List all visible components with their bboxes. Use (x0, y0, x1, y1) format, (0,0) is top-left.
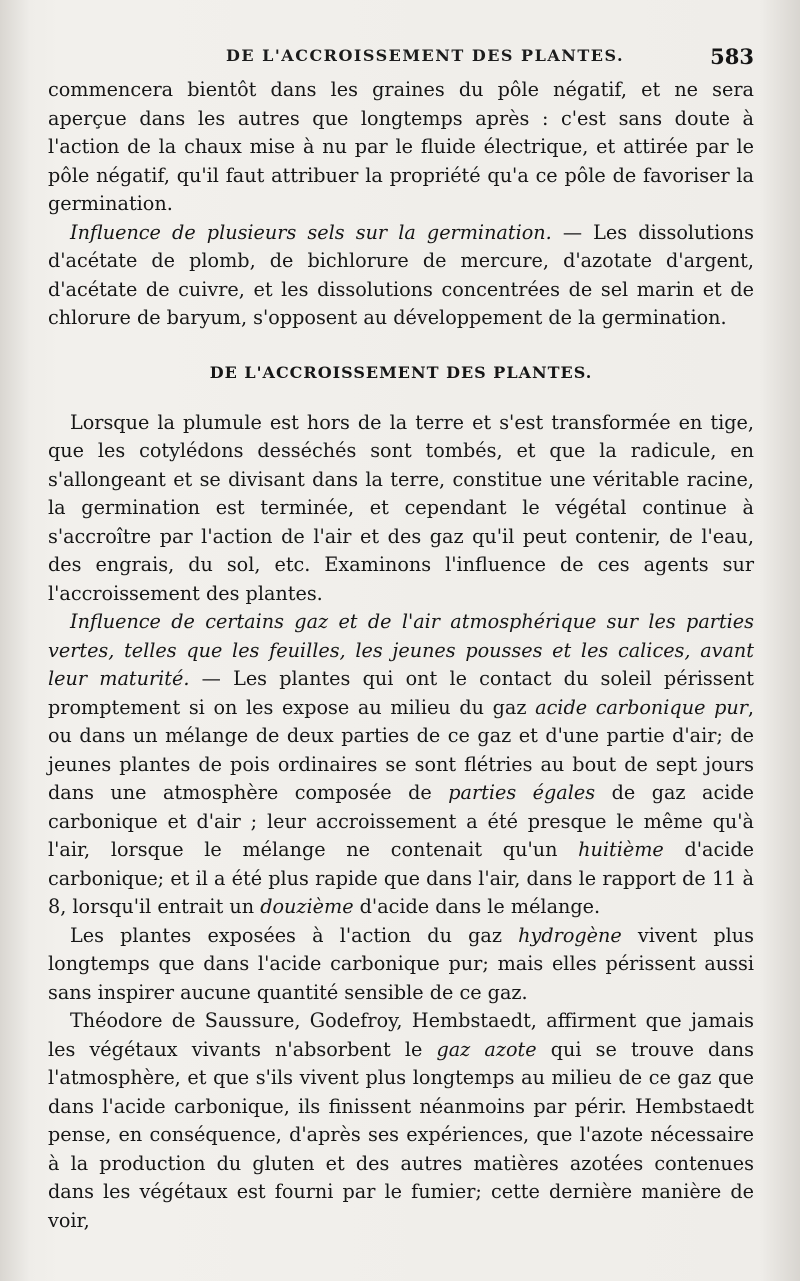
paragraph-text: — Les plantes qui ont le contact du soleil périssent promptement si on les expose au milieu du gaz (48, 667, 754, 719)
paragraph-text: d'acide dans le mélange. (353, 895, 601, 918)
paragraph-hydrogen (48, 922, 754, 1008)
paragraph-salts (48, 219, 754, 333)
italic-term: parties égales (448, 781, 596, 804)
running-title: DE L'ACCROISSEMENT DES PLANTES. (226, 46, 625, 65)
paragraph-lead-italic: Influence de certains gaz et de l'air atmosphérique sur les parties vertes, telles que les feuilles, les jeunes pousses et les calices, avant leur maturité. (48, 610, 754, 690)
paragraph-text: commencera bientôt dans les graines du pôle négatif, et ne sera aperçue dans les autres que longtemps après : c'est sans doute à l'action de la chaux mise à nu par le fluide électrique, et attirée par le pôle négatif, qu'il faut attribuer la propriété qu'a ce pôle de favoriser la germination. (48, 78, 754, 215)
italic-term: acide carbonique pur (535, 695, 748, 719)
paragraph-text: Théodore de Saussure, Godefroy, Hembstaedt, affirment que jamais les végétaux vivants n'absorbent le (48, 1009, 754, 1061)
section-heading: DE L'ACCROISSEMENT DES PLANTES. (209, 362, 593, 382)
italic-term: gaz azote (436, 1037, 537, 1061)
paragraph-text: Les plantes exposées à l'action du gaz (70, 923, 519, 947)
italic-term: douzième (260, 895, 354, 918)
paragraph-nitrogen (48, 1007, 754, 1235)
paragraph-text: de gaz acide carbonique et d'air ; leur accroissement a été presque le même qu'à l'air, lorsque le mélange ne contenait qu'un (48, 781, 754, 861)
paragraph-gases (48, 608, 754, 922)
paragraph-text: qui se trouve dans l'atmosphère, et que s'ils vivent plus longtemps au milieu de ce gaz que dans l'acide carbonique, ils finissent néanmoins par périr. Hembstaedt pense, en conséquence, d'après ses expériences, que l'azote nécessaire à la production du gluten et des autres matières azotées contenues dans les végétaux est fourni par le fumier; cette dernière manière de voir, (48, 1037, 754, 1232)
paragraph-continuation (48, 76, 754, 219)
paragraph-intro-growth (48, 409, 754, 609)
paragraph-text: , ou dans un mélange de deux parties de ce gaz et d'une partie d'air; de jeunes plantes de pois ordinaires se sont flétries au bout de sept jours dans une atmosphère composée de (48, 695, 755, 804)
page-number: 583 (710, 44, 754, 69)
italic-term: huitième (578, 838, 664, 861)
paragraph-text: vivent plus longtemps que dans l'acide carbonique pur; mais elles périssent aussi sans inspirer aucune quantité sensible de ce gaz. (48, 923, 755, 1004)
paragraph-text: Lorsque la plumule est hors de la terre et s'est transformée en tige, que les cotylédons desséchés sont tombés, et que la radicule, en s'allongeant et se divisant dans la terre, constitue une véritable racine, la germination est terminée, et cependant le végétal continue à s'accroître par l'action de l'air et des gaz qu'il peut contenir, de l'eau, des engrais, du sol, etc. Examinons l'influence de ces agents sur l'accroissement des plantes. (48, 410, 754, 605)
page-header (48, 44, 754, 74)
body-text (48, 76, 754, 1235)
italic-term: hydrogène (518, 923, 622, 947)
paragraph-text: — Les dissolutions d'acétate de plomb, de bichlorure de mercure, d'azotate d'argent, d'acétate de cuivre, et les dissolutions concentrées de sel marin et de chlorure de baryum, s'opposent au développement de la germination. (48, 220, 754, 329)
paragraph-text: d'acide carbonique; et il a été plus rapide que dans l'air, dans le rapport de 11 à 8, lorsqu'il entrait un (48, 838, 754, 918)
paragraph-lead-italic: Influence de plusieurs sels sur la germination. (70, 220, 552, 244)
